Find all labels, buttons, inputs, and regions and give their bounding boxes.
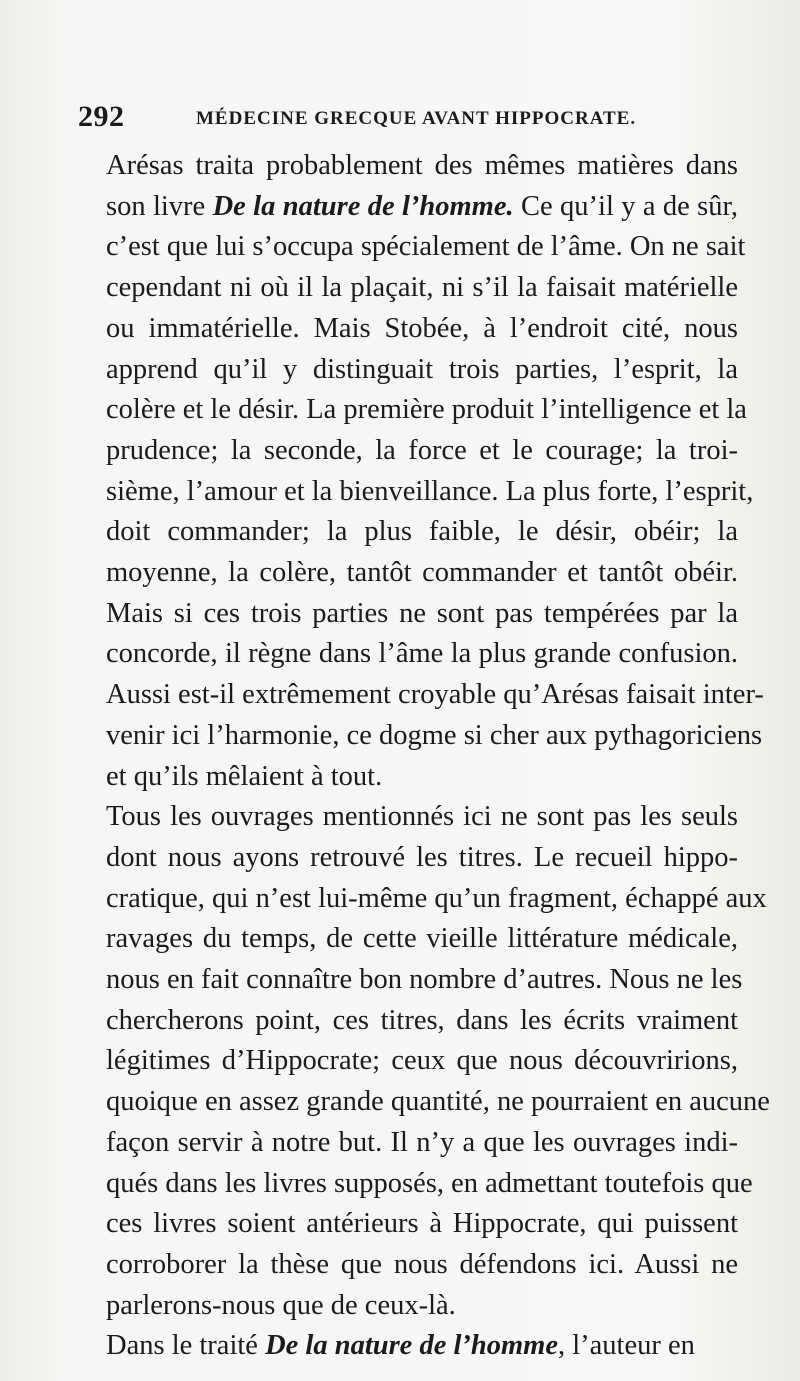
running-title: MÉDECINE GRECQUE AVANT HIPPOCRATE. bbox=[196, 108, 637, 129]
text-line: façon servir à notre but. Il n’y a que les ouvrages indi- bbox=[106, 1126, 738, 1158]
paragraph bbox=[76, 797, 770, 1326]
text-line: quoique en assez grande quantité, ne pourraient en aucune bbox=[106, 1086, 770, 1118]
text-line: sième, l’amour et la bienveillance. La plus forte, l’esprit, bbox=[106, 475, 754, 507]
text-line: doit commander; la plus faible, le désir, obéir; la bbox=[106, 516, 738, 548]
text-line: son livre De la nature de l’homme. Ce qu’il y a de sûr, bbox=[106, 190, 738, 222]
text-line: chercherons point, ces titres, dans les écrits vraiment bbox=[106, 1004, 738, 1036]
text-line: nous en fait connaître bon nombre d’autres. Nous ne les bbox=[106, 964, 743, 996]
text-line: Aussi est-il extrêmement croyable qu’Arésas faisait inter- bbox=[106, 679, 764, 711]
italic-title: De la nature de l’homme bbox=[265, 1330, 558, 1362]
text-line: cependant ni où il la plaçait, ni s’il la faisait matérielle bbox=[106, 272, 738, 304]
paragraph bbox=[76, 146, 764, 797]
text-line: et qu’ils mêlaient à tout. bbox=[106, 760, 383, 792]
text-line: ravages du temps, de cette vieille littérature médicale, bbox=[106, 923, 738, 955]
text-line: dont nous ayons retrouvé les titres. Le recueil hippo- bbox=[106, 841, 738, 873]
text-line: Arésas traita probablement des mêmes matières dans bbox=[106, 150, 738, 181]
page-header bbox=[78, 100, 738, 140]
text-line: venir ici l’harmonie, ce dogme si cher aux pythagoriciens bbox=[106, 719, 763, 751]
text-line: concorde, il règne dans l’âme la plus grande confusion. bbox=[106, 638, 738, 670]
text-line: ou immatérielle. Mais Stobée, à l’endroit cité, nous bbox=[106, 312, 738, 344]
text-line: moyenne, la colère, tantôt commander et tantôt obéir. bbox=[106, 557, 738, 589]
text-line: c’est que lui s’occupa spécialement de l’âme. On ne sait bbox=[106, 231, 746, 263]
text-line: ces livres soient antérieurs à Hippocrate, qui puissent bbox=[106, 1208, 738, 1240]
paragraph bbox=[76, 1326, 738, 1367]
text-line: parlerons-nous que de ceux-là. bbox=[106, 1289, 456, 1321]
text-line: qués dans les livres supposés, en admettant toutefois que bbox=[106, 1167, 753, 1199]
text-line: corroborer la thèse que nous défendons ici. Aussi ne bbox=[106, 1248, 738, 1280]
text-line: cratique, qui n’est lui-même qu’un fragment, échappé aux bbox=[106, 882, 767, 914]
italic-title: De la nature de l’homme. bbox=[212, 190, 514, 222]
text-line: Dans le traité De la nature de l’homme, l’auteur en bbox=[106, 1330, 695, 1362]
body-text bbox=[76, 146, 770, 1367]
text-line: légitimes d’Hippocrate; ceux que nous découvririons, bbox=[106, 1045, 738, 1077]
text-line: apprend qu’il y distinguait trois parties, l’esprit, la bbox=[106, 353, 738, 385]
text-line: Mais si ces trois parties ne sont pas tempérées par la bbox=[106, 597, 738, 629]
text-line: Tous les ouvrages mentionnés ici ne sont pas les seuls bbox=[106, 801, 738, 833]
text-line: prudence; la seconde, la force et le courage; la troi- bbox=[106, 434, 738, 466]
text-line: colère et le désir. La première produit l’intelligence et la bbox=[106, 394, 747, 426]
page-number: 292 bbox=[78, 100, 125, 133]
